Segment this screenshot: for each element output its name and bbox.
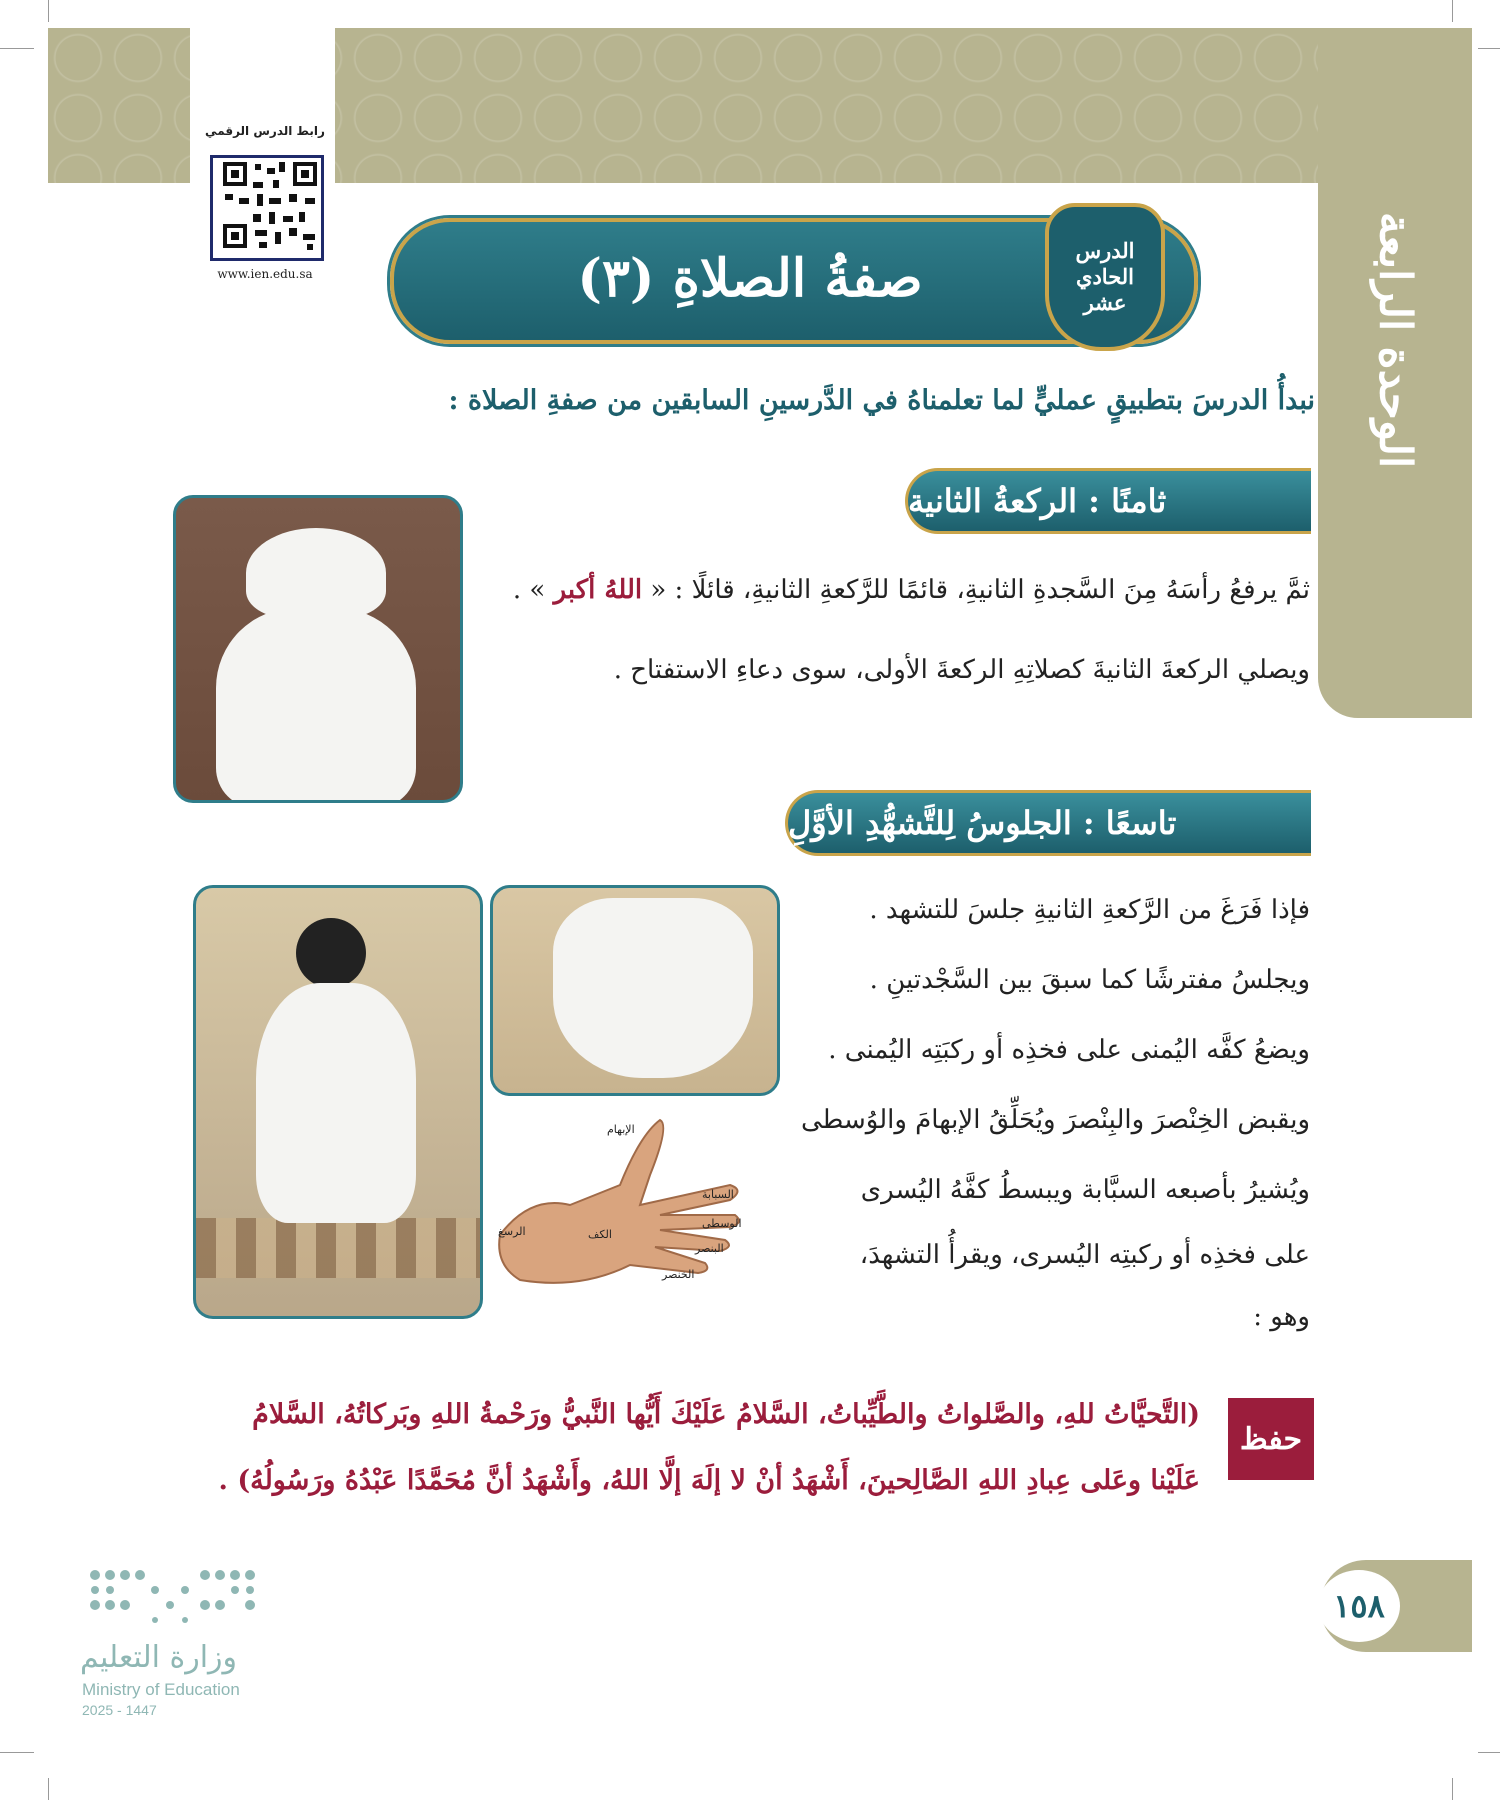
line-text: ثمَّ يرفعُ رأسَهُ مِنَ السَّجدةِ الثانيةِ، قائمًا للرَّكعةِ الثانيةِ، قائلًا : « [650,575,1310,605]
ring-label: البنصر [695,1242,724,1255]
tashahhud-line: (التَّحيَّاتُ للهِ، والصَّلواتُ والطَّيِّباتُ، السَّلامُ عَلَيْكَ أَيُّها النَّبيُّ ورَحْمةُ اللهِ وبَركاتُهُ، السَّلامُ [252,1399,1200,1430]
crop-mark [1452,1778,1453,1800]
crop-mark [48,0,49,22]
ministry-name-ar: وزارة التعليم [80,1640,238,1675]
memorize-badge: حفظ [1228,1398,1314,1480]
ministry-year: 2025 - 1447 [82,1702,157,1718]
crop-mark [0,1752,34,1753]
crop-mark [1478,48,1500,49]
takbir-text: اللهُ أكبر [553,575,643,605]
section9-line: ويضعُ كفَّه اليُمنى على فخذِه أو ركبَتِه اليُمنى . [828,1035,1310,1065]
section9-line: وهو : [1253,1302,1310,1332]
hand-icon [490,1115,760,1315]
photo-standing-boy [173,495,463,803]
head-shape [296,918,366,988]
qr-icon [219,158,321,252]
section9-line: ويقبض الخِنْصرَ والبِنْصرَ ويُحَلِّقُ الإبهامَ والوُسطى [801,1105,1310,1135]
page-number: ١٥٨ [1318,1570,1400,1642]
section9-line: فإذا فَرَغَ من الرَّكعةِ الثانيةِ جلسَ للتشهد . [869,895,1310,925]
qr-code[interactable] [210,155,324,261]
line-text: » . [512,575,546,605]
lesson-title: صفةُ الصلاةِ (٣) [577,247,923,309]
photo-kneeling [490,885,780,1096]
wrist-label: الرسغ [498,1225,526,1238]
badge-line: الحادي [1076,263,1134,289]
badge-line: عشر [1083,290,1127,316]
ministry-logo-icon [85,1565,265,1625]
section-heading-8: ثامنًا : الركعةُ الثانية [905,468,1311,534]
crop-mark [1452,0,1453,22]
photo-sitting-boy [193,885,483,1319]
tashahhud-line: عَلَيْنا وعَلى عِبادِ اللهِ الصَّالِحينَ، أَشْهَدُ أنْ لا إلَهَ إلَّا اللهُ، وأَشْهَدُ أنَّ مُحَمَّدًا عَبْدُهُ ورَسُولُهُ) . [218,1465,1200,1496]
ministry-name-en: Ministry of Education [82,1680,240,1699]
section8-line1 [460,575,1310,605]
tashahhud-text [180,1382,1200,1514]
crop-mark [48,1778,49,1800]
unit-title: الوحدة الرابعة [1369,211,1421,469]
intro-text: نبدأُ الدرسَ بتطبيقٍ عمليٍّ لما تعلمناهُ في الدَّرسينِ السابقين من صفةِ الصلاة : [448,385,1315,416]
section-heading-9: تاسعًا : الجلوسُ لِلتَّشهُّدِ الأوَّلِ [785,790,1311,856]
section9-line: على فخذِه أو ركبتِه اليُسرى، ويقرأُ التشهدَ، [859,1240,1310,1270]
section9-line: ويُشيرُ بأصبعه السبَّابة ويبسطُ كفَّهُ اليُسرى [860,1175,1310,1205]
thobe-shape [256,983,416,1223]
thobe-shape [553,898,753,1078]
headscarf-shape [246,528,386,618]
index-label: السبابة [702,1188,734,1201]
ministry-logo-dots [85,1565,265,1625]
palm-label: الكف [588,1228,612,1241]
thobe-shape [216,608,416,803]
thumb-label: الإبهام [607,1123,635,1136]
middle-label: الوسطى [702,1217,742,1230]
lesson-number-badge [1045,203,1165,351]
section8-line2: ويصلي الركعةَ الثانيةَ كصلاتِهِ الركعةَ الأولى، سوى دعاءِ الاستفتاح . [613,655,1310,685]
crop-mark [0,48,34,49]
qr-url[interactable]: www.ien.edu.sa [217,267,313,281]
pinky-label: الخنصر [662,1268,695,1281]
badge-line: الدرس [1075,237,1135,263]
crop-mark [1478,1752,1500,1753]
hand-diagram [490,1115,760,1315]
prayer-rug-pattern [196,1218,480,1278]
qr-label: رابط الدرس الرقمي [205,124,325,138]
section9-line: ويجلسُ مفترشًا كما سبقَ بين السَّجْدتينِ . [869,965,1310,995]
